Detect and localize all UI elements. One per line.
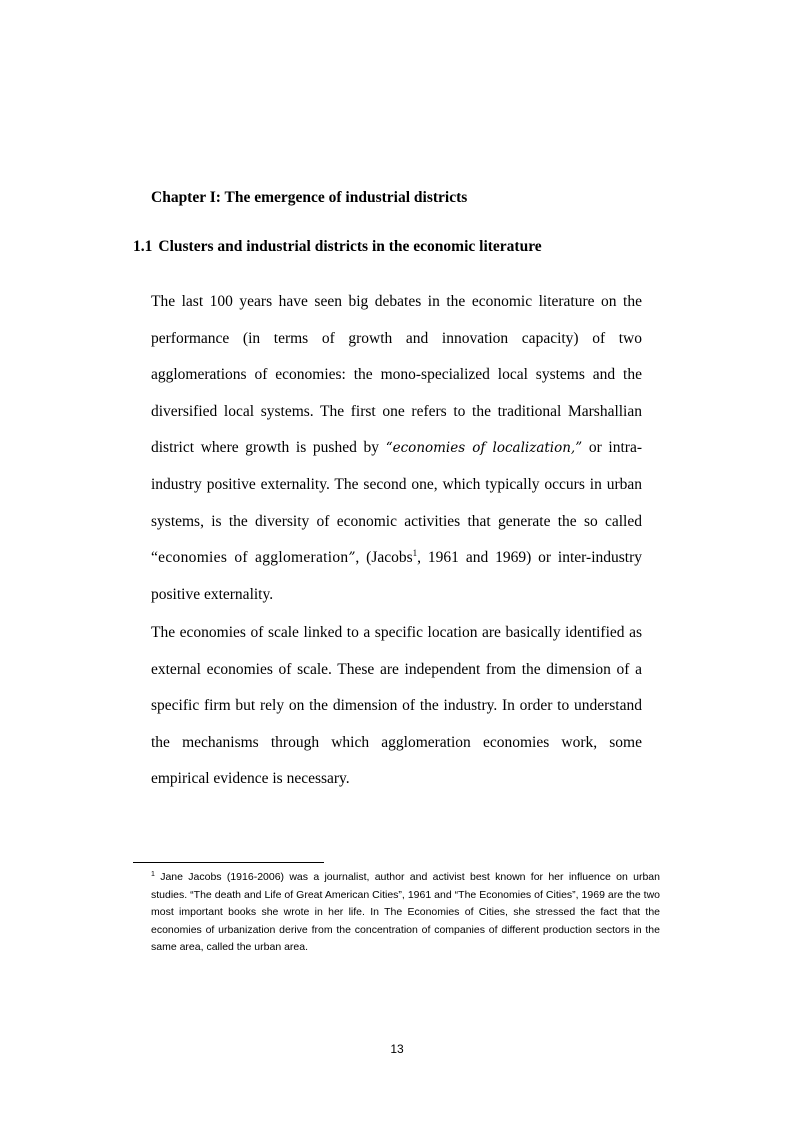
- section-number: 1.1: [133, 238, 153, 255]
- body-paragraph-2: The economies of scale linked to a specific location are basically identified as external economies of scale. These are independent from the dimension of a specific firm but rely on the dimension of the industry. In order to understand the mechanisms through which agglomeration economies work, some empirical evidence is necessary.: [151, 624, 642, 788]
- footnote-marker: 1: [151, 871, 155, 878]
- chapter-title: Chapter I: The emergence of industrial districts: [151, 189, 468, 206]
- footnote-separator: [133, 862, 324, 863]
- footnote-text: Jane Jacobs (1916-2006) was a journalist, author and activist best known for her influence on urban studies. “The death and Life of Great American Cities”, 1961 and “The Economies of Cities”, 1969 are the two most important books she wrote in her life. In The Economies of Cities, she stressed the fact that the economies of urbanization derive from the concentration of companies of different production sectors in the same area, called the urban area.: [151, 871, 660, 954]
- section-heading: [133, 238, 542, 256]
- footnote-reference[interactable]: 1: [412, 548, 418, 559]
- section-title: Clusters and industrial districts in the economic literature: [158, 238, 542, 255]
- body-paragraph-1: [151, 284, 642, 613]
- page-number: 13: [390, 1042, 404, 1056]
- quote-economies-of-agglomeration: “economies of agglomeration: [151, 549, 349, 567]
- paragraph-1-text-c: , (Jacobs: [355, 549, 413, 567]
- paragraph-1-text-a: The last 100 years have seen big debates in the economic literature on the performance (in terms of growth and innovation capacity) of two agglomerations of economies: the mono-specialized local systems and the diversified local systems. The first one refers to the traditional Marshallian district where growth is pushed by: [151, 293, 642, 457]
- footnote: [151, 869, 660, 957]
- quote-close-mark: ”: [348, 550, 356, 567]
- quote-economies-of-localization: “economies of localization,”: [385, 440, 583, 457]
- paragraph-1-text-b: or intra-industry positive externality. The second one, which typically occurs in urban systems, is the diversity of economic activities that generate the so called: [151, 439, 642, 530]
- paragraph-1-text-d: , 1961 and 1969) or inter-industry positive externality.: [151, 549, 642, 603]
